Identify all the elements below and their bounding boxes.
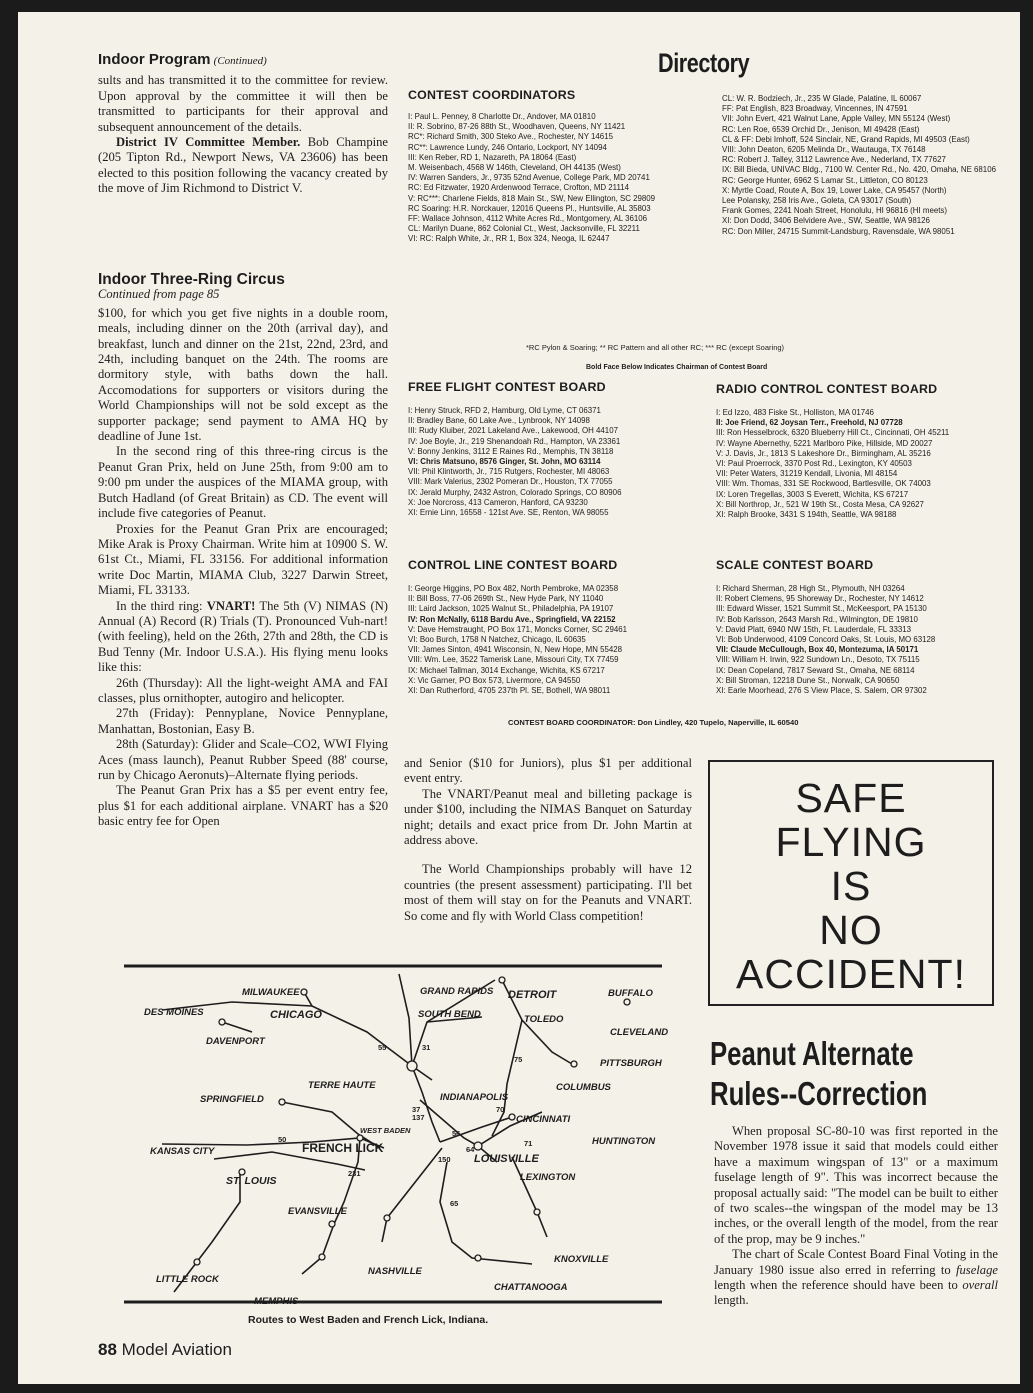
directory-entry: RC: Don Miller, 24715 Summit-Landsburg, Ravensdale, WA 98051 <box>722 226 955 236</box>
directory-entry: III: Ron Hesselbrock, 6320 Blueberry Hill Ct., Cincinnati, OH 45211 <box>716 428 950 438</box>
directory-entry: VIII: Wm. Thomas, 331 SE Rockwood, Bartlesville, OK 74003 <box>716 479 931 489</box>
directory-entry: III: Edward Wisser, 1521 Summit St., McKeesport, PA 15130 <box>716 604 927 614</box>
route-number: 50 <box>278 1135 287 1144</box>
free-flight-board-list <box>408 406 708 518</box>
city-label: KANSAS CITY <box>150 1146 215 1157</box>
circus-paragraph: 28th (Saturday): Glider and Scale–CO2, WWI Flying Aces (mass launch), Peanut Rubber Speed (88' course, run by Chicago Aeronuts)–Alternate flying periods. <box>98 737 388 782</box>
city-label: COLUMBUS <box>556 1082 611 1093</box>
route-number: 150 <box>438 1155 451 1164</box>
route-number: 71 <box>524 1139 533 1148</box>
directory-entry: II: Bill Boss, 77-06 269th St., New Hyde Park, NY 11040 <box>408 594 604 604</box>
circus-title: Indoor Three-Ring Circus <box>98 271 285 288</box>
directory-entry: RC: George Hunter, 6962 S Lamar St., Littleton, CO 80123 <box>722 175 928 185</box>
city-label: LEXINGTON <box>520 1172 576 1183</box>
circus-subtitle: Continued from page 85 <box>98 287 220 302</box>
route-number: 231 <box>348 1169 361 1178</box>
city-label: LITTLE ROCK <box>156 1274 219 1285</box>
indoor-program-paragraph: District IV Committee Member. Bob Champine (205 Tipton Rd., Newport News, VA 23606) has been elected to this position following the vacancy created by the move of Jim Richmond to District V. <box>98 135 388 196</box>
directory-entry: VII: Peter Waters, 31219 Kendall, Livonia, MI 48154 <box>716 469 898 479</box>
directory-entry: III: Ken Reber, RD 1, Nazareth, PA 18064 (East) <box>408 152 577 162</box>
contest-coordinators-heading: CONTEST COORDINATORS <box>408 88 576 102</box>
directory-entry: V: David Platt, 6940 NW 15th, Ft. Lauderdale, FL 33313 <box>716 624 912 634</box>
directory-entry: X: Joe Norcross, 413 Cameron, Hanford, CA 93230 <box>408 497 588 507</box>
city-label: KNOXVILLE <box>554 1254 609 1265</box>
directory-entry: IV: Warren Sanders, Jr., 9735 52nd Avenue, College Park, MD 20741 <box>408 173 650 183</box>
magazine-page <box>18 12 1020 1384</box>
directory-entry: VI: Chris Matsuno, 8576 Ginger, St. John, MO 63114 <box>408 457 601 467</box>
safe-flying-line: SAFE <box>795 775 907 821</box>
directory-entry: VII: James Sinton, 4941 Wisconsin, N, New Hope, MN 55428 <box>408 645 623 655</box>
radio-control-board-list <box>716 408 1012 520</box>
directory-entry: II: Joe Friend, 62 Joysan Terr., Freehold, NJ 07728 <box>716 418 903 428</box>
safe-flying-line: IS <box>830 863 872 909</box>
route-number: 75 <box>514 1055 523 1064</box>
circus-paragraph: The VNART/Peanut meal and billeting package is under $100, including the NIMAS Banquet on Saturday night; details and exact price from Dr. John Martin at address above. <box>404 786 692 848</box>
city-label: TOLEDO <box>524 1014 564 1025</box>
city-label: NASHVILLE <box>368 1266 422 1277</box>
route-number: 37 <box>412 1105 421 1114</box>
directory-entry: VIII: Wm. Lee, 3522 Tamerisk Lane, Missouri City, TX 77459 <box>408 655 619 665</box>
circus-paragraph: In the third ring: VNART! The 5th (V) NIMAS (N) Annual (A) Record (R) Trials (T). Pronounced Vuh-nart! (with feeling), held on the 26th, 27th and 28th, the CD is Bud Tenny (Mr. Indoor U.S.A.). His flying menu looks like this: <box>98 598 388 675</box>
directory-entry: FF: Wallace Johnson, 4112 White Acres Rd., Montgomery, AL 36106 <box>408 214 648 224</box>
city-label: SPRINGFIELD <box>200 1094 264 1105</box>
city-label: INDIANAPOLIS <box>440 1092 509 1103</box>
directory-entry: IV: Ron McNally, 6118 Bardu Ave., Springfield, VA 22152 <box>408 614 616 624</box>
directory-entry: CL: W. R. Bodziech, Jr., 235 W Glade, Palatine, IL 60067 <box>722 94 922 103</box>
route-number: 65 <box>450 1199 459 1208</box>
directory-entry: IX: Bill Bieda, UNIVAC Bldg., 7100 W. Center Rd., No. 420, Omaha, NE 68106 <box>722 165 996 175</box>
magazine-name: Model Aviation <box>121 1340 232 1359</box>
directory-entry: XI: Ernie Linn, 16558 - 121st Ave. SE, Renton, WA 98055 <box>408 508 609 518</box>
map-caption: Routes to West Baden and French Lick, Indiana. <box>248 1314 489 1326</box>
scale-heading: SCALE CONTEST BOARD <box>716 558 874 572</box>
city-label: SOUTH BEND <box>418 1009 481 1020</box>
city-label: BUFFALO <box>608 988 653 999</box>
city-label: ST. LOUIS <box>226 1175 277 1187</box>
directory-entry: V: Dave Hemstraught, PO Box 171, Moncks Corner, SC 29461 <box>408 624 627 634</box>
city-label: CINCINNATI <box>516 1114 571 1125</box>
directory-entry: I: Ed Izzo, 483 Fiske St., Holliston, MA 01746 <box>716 408 874 417</box>
circus-paragraph: Proxies for the Peanut Gran Prix are encouraged; Mike Arak is Proxy Chairman. Write him at 10900 S. W. 61st Ct., Miami, FL 33156. For additional information write Doc Martin, MIAMA Club, 3227 Darwin Street, Miami, FL 33133. <box>98 521 388 598</box>
city-label: CHATTANOOGA <box>494 1282 568 1293</box>
directory-entry: VI: Paul Proerrock, 3370 Post Rd., Lexington, KY 40503 <box>716 459 912 469</box>
city-label: CLEVELAND <box>610 1027 668 1038</box>
city-label: PITTSBURGH <box>600 1058 662 1069</box>
directory-entry: RC: Robert J. Talley, 3112 Lawrence Ave., Nederland, TX 77627 <box>722 155 946 165</box>
directory-entry: M. Weisenbach, 4568 W 146th, Cleveland, OH 44135 (West) <box>408 163 621 173</box>
directory-entry: VII: Phil Klintworth, Jr., 715 Rutgers, Rochester, MI 48063 <box>408 467 610 477</box>
directory-entry: RC Soaring: H.R. Norckauer, 12016 Queens Pl., Huntsville, AL 35803 <box>408 203 651 213</box>
directory-entry: II: Robert Clemens, 95 Shoreway Dr., Rochester, NY 14612 <box>716 594 924 604</box>
circus-paragraph: 27th (Friday): Pennyplane, Novice Pennyplane, Manhattan, Bostonian, Easy B. <box>98 706 388 736</box>
page-number: 88 <box>98 1340 117 1359</box>
directory-entry: IV: Bob Karlsson, 2643 Marsh Rd., Wilmington, DE 19810 <box>716 614 918 624</box>
contest-coordinators-list <box>408 112 700 245</box>
city-label: MILWAUKEE <box>242 987 300 998</box>
directory-entry: IX: Loren Tregellas, 3003 S Everett, Wichita, KS 67217 <box>716 489 909 499</box>
indoor-program-paragraph: sults and has transmitted it to the committee for review. Upon approval by the committee it will then be transmitted to participants for their approval and subsequent announcement of the details. <box>98 73 388 134</box>
directory-entry: VIII: John Deaton, 6205 Melinda Dr., Wautauga, TX 76148 <box>722 145 926 155</box>
directory-entry: Lee Polansky, 258 Iris Ave., Goleta, CA 93017 (South) <box>722 196 912 206</box>
directory-entry: I: Paul L. Penney, 8 Charlotte Dr., Andover, MA 01810 <box>408 112 596 121</box>
directory-entry: CL: Marilyn Duane, 862 Colonial Ct., West, Jacksonville, FL 32211 <box>408 224 640 234</box>
city-label: TERRE HAUTE <box>308 1080 376 1091</box>
directory-entry: VII: Claude McCullough, Box 40, Montezuma, IA 50171 <box>716 645 919 655</box>
directory-entry: RC**: Lawrence Lundy, 246 Ontario, Lockport, NY 14094 <box>408 142 607 152</box>
city-label: DES MOINES <box>144 1007 204 1018</box>
safe-flying-line: ACCIDENT! <box>736 951 966 997</box>
free-flight-heading: FREE FLIGHT CONTEST BOARD <box>408 380 606 394</box>
directory-entry: XI: Earle Moorhead, 276 S View Place, S. Salem, OR 97302 <box>716 686 927 696</box>
directory-entry: VII: John Evert, 421 Walnut Lane, Apple Valley, MN 55124 (West) <box>722 114 951 124</box>
directory-entry: VI: RC: Ralph White, Jr., RR 1, Box 324, Neoga, IL 62447 <box>408 234 610 244</box>
city-label: GRAND RAPIDS <box>420 986 494 997</box>
peanut-paragraph: The chart of Scale Contest Board Final Voting in the January 1980 issue also erred in referring to fuselage length when the reference should have been to overall length. <box>714 1247 998 1308</box>
circus-article <box>98 272 388 830</box>
directory-entry: X: Myrtle Coad, Route A, Box 19, Lower Lake, CA 95457 (North) <box>722 185 947 195</box>
route-number: 31 <box>422 1043 431 1052</box>
radio-control-heading: RADIO CONTROL CONTEST BOARD <box>716 382 938 396</box>
route-number: 55 <box>378 1043 387 1052</box>
city-label: CHICAGO <box>270 1009 322 1021</box>
safe-flying-line: NO <box>819 907 883 953</box>
directory-entry: V: Bonny Jenkins, 3112 E Raines Rd., Memphis, TN 38118 <box>408 446 614 456</box>
circus-paragraph: and Senior ($10 for Juniors), plus $1 per additional event entry. <box>404 756 692 786</box>
city-label: HUNTINGTON <box>592 1136 656 1147</box>
circus-paragraph: In the second ring of this three-ring circus is the Peanut Gran Prix, held on June 25th, from 9:00 am to 9:00 pm under the auspices of the MIAMA group, with Butch Hadland (of Great Britain) as CD. The event will include five categories of Peanut. <box>98 444 388 521</box>
directory-entry: CL & FF: Debi Imhoff, 524 Sinclair, NE, Grand Rapids, MI 49503 (East) <box>722 134 970 144</box>
directory-entry: V: RC***: Charlene Fields, 818 Main St., SW, New Ellington, SC 29809 <box>408 193 656 203</box>
directory-entry: V: J. Davis, Jr., 1813 S Lakeshore Dr., Birmingham, AL 35216 <box>716 448 931 458</box>
city-label: DETROIT <box>508 989 557 1001</box>
continued-label: (Continued) <box>213 55 267 67</box>
directory-entry: II: Bradley Bane, 60 Lake Ave., Lynbrook, NY 14098 <box>408 416 590 426</box>
directory-entry: Frank Gomes, 2241 Noah Street, Honolulu, HI 96816 (HI meets) <box>722 206 947 216</box>
city-label: DAVENPORT <box>206 1036 265 1047</box>
directory-entry: I: Henry Struck, RFD 2, Hamburg, Old Lyme, CT 06371 <box>408 406 601 415</box>
circus-continuation <box>404 756 692 924</box>
circus-paragraph: The World Championships probably will have 12 countries (the present assessment) participating. I'll bet most of them will stay on for the Peanuts and VNART. So come and fly with World Class competition! <box>404 862 692 923</box>
directory-entry: RC*: Richard Smith, 300 Steko Ave., Rochester, NY 14615 <box>408 132 613 142</box>
directory-entry: IV: Wayne Abernethy, 5221 Marlboro Pike, Hillside, MD 20027 <box>716 438 933 448</box>
route-number: 137 <box>412 1113 425 1122</box>
directory-entry: IV: Joe Boyle, Jr., 219 Shenandoah Rd., Hampton, VA 23361 <box>408 436 621 446</box>
control-line-heading: CONTROL LINE CONTEST BOARD <box>408 558 618 572</box>
safe-flying-line: FLYING <box>775 819 927 865</box>
directory-entry: I: George Higgins, PO Box 482, North Pembroke, MA 02358 <box>408 584 619 593</box>
directory-entry: XI: Don Dodd, 3406 Belvidere Ave., SW, Seattle, WA 98126 <box>722 216 930 226</box>
route-number: 70 <box>496 1105 505 1114</box>
bold-face-note: Bold Face Below Indicates Chairman of Contest Board <box>586 364 768 371</box>
directory-entry: X: Bill Northrop, Jr., 521 W 19th St., Costa Mesa, CA 92627 <box>716 499 924 509</box>
directory-entry: RC: Len Roe, 6539 Orchid Dr., Jenison, MI 49428 (East) <box>722 124 920 134</box>
directory-entry: IX: Michael Tallman, 3014 Exchange, Wichita, KS 67217 <box>408 665 605 675</box>
directory-entry: X: Vic Garner, PO Box 573, Livermore, CA 94550 <box>408 675 581 685</box>
directory-entry: X: Bill Stroman, 12218 Dune St., Norwalk, CA 90650 <box>716 675 900 685</box>
circus-paragraph: 26th (Thursday): All the light-weight AMA and FAI classes, plus ornithopter, autogiro and helicopter. <box>98 675 388 705</box>
city-label: LOUISVILLE <box>474 1153 539 1165</box>
directory-entry: VI: Boo Burch, 1758 N Natchez, Chicago, IL 60635 <box>408 635 586 645</box>
city-label: EVANSVILLE <box>288 1206 347 1217</box>
peanut-article <box>714 1124 998 1309</box>
directory-entry: RC: Ed Fitzwater, 1920 Ardenwood Terrace, Crofton, MD 21114 <box>408 183 630 193</box>
scale-board-list <box>716 584 1012 696</box>
city-label: FRENCH LICK <box>302 1141 384 1155</box>
contest-board-coordinator: CONTEST BOARD COORDINATOR: Don Lindley, 420 Tupelo, Naperville, IL 60540 <box>508 718 799 727</box>
page-footer <box>98 1340 232 1360</box>
indoor-program-article <box>98 52 388 197</box>
peanut-title: Peanut Alternate Rules--Correction <box>710 1035 928 1112</box>
control-line-board-list <box>408 584 708 696</box>
directory-entry: VIII: William H. Irwin, 922 Sundown Ln., Desoto, TX 75115 <box>716 655 920 665</box>
directory-entry: VIII: Mark Valerius, 2302 Pomeran Dr., Houston, TX 77055 <box>408 477 613 487</box>
directory-entry: III: Laird Jackson, 1025 Walnut St., Philadelphia, PA 19107 <box>408 604 614 614</box>
directory-entry: I: Richard Sherman, 28 High St., Plymouth, NH 03264 <box>716 584 905 593</box>
directory-title: Directory <box>658 48 750 78</box>
directory-entry: IX: Dean Copeland, 7817 Seward St., Omaha, NE 68114 <box>716 665 915 675</box>
route-map <box>122 962 668 1307</box>
city-label: WEST BADEN <box>360 1126 411 1135</box>
contest-coordinators-list-continued <box>722 94 1014 237</box>
directory-entry: II: R. Sobrino, 87-26 88th St., Woodhaven, Queens, NY 11421 <box>408 122 626 132</box>
rc-footnote: *RC Pylon & Soaring; ** RC Pattern and all other RC; *** RC (except Soaring) <box>526 343 785 352</box>
route-number: 64 <box>466 1145 475 1154</box>
directory-entry: XI: Ralph Brooke, 3431 S 194th, Seattle, WA 98188 <box>716 510 897 520</box>
circus-paragraph: The Peanut Gran Prix has a $5 per event entry fee, plus $1 for each additional airplane. VNART has a $20 basic entry fee for Open <box>98 783 388 829</box>
indoor-program-title: Indoor Program <box>98 51 211 68</box>
directory-entry: FF: Pat English, 823 Broadway, Vincennes, IN 47591 <box>722 104 908 114</box>
safe-flying-box <box>708 760 994 1006</box>
directory-entry: VI: Bob Underwood, 4109 Concord Oaks, St. Louis, MO 63128 <box>716 635 936 645</box>
peanut-paragraph: When proposal SC-80-10 was first reported in the November 1978 issue it said that models could either have a maximum wingspan of 13" or a maximum fuselage length of 9". This was incorrect because the proposal actually said: "The model can be built to either of two scales--the wingspan of the model may be 13 inches, or the overall length of the model, from the rear of the prop, may be 9 inches." <box>714 1124 998 1246</box>
directory-entry: XI: Dan Rutherford, 4705 237th Pl. SE, Bothell, WA 98011 <box>408 686 611 696</box>
directory-entry: III: Rudy Kluiber, 2021 Lakeland Ave., Lakewood, OH 44107 <box>408 426 618 436</box>
route-number: 56 <box>452 1129 461 1138</box>
city-label: MEMPHIS <box>254 1296 299 1307</box>
directory-entry: IX: Jerald Murphy, 2432 Astron, Colorado Springs, CO 80906 <box>408 487 622 497</box>
circus-paragraph: $100, for which you get five nights in a double room, meals, including dinner on the 20th (arrival day), and breakfast, lunch and dinner on the 21st, 22nd, 23rd, and 24th, including banquet on the 24th. The rooms are dormitory style, with baths down the hall. Accomodations for supporters or visitors during the World Championships will not be sold except as the supporter package; send payment to AMA HQ by deadline of June 1st. <box>98 305 388 444</box>
